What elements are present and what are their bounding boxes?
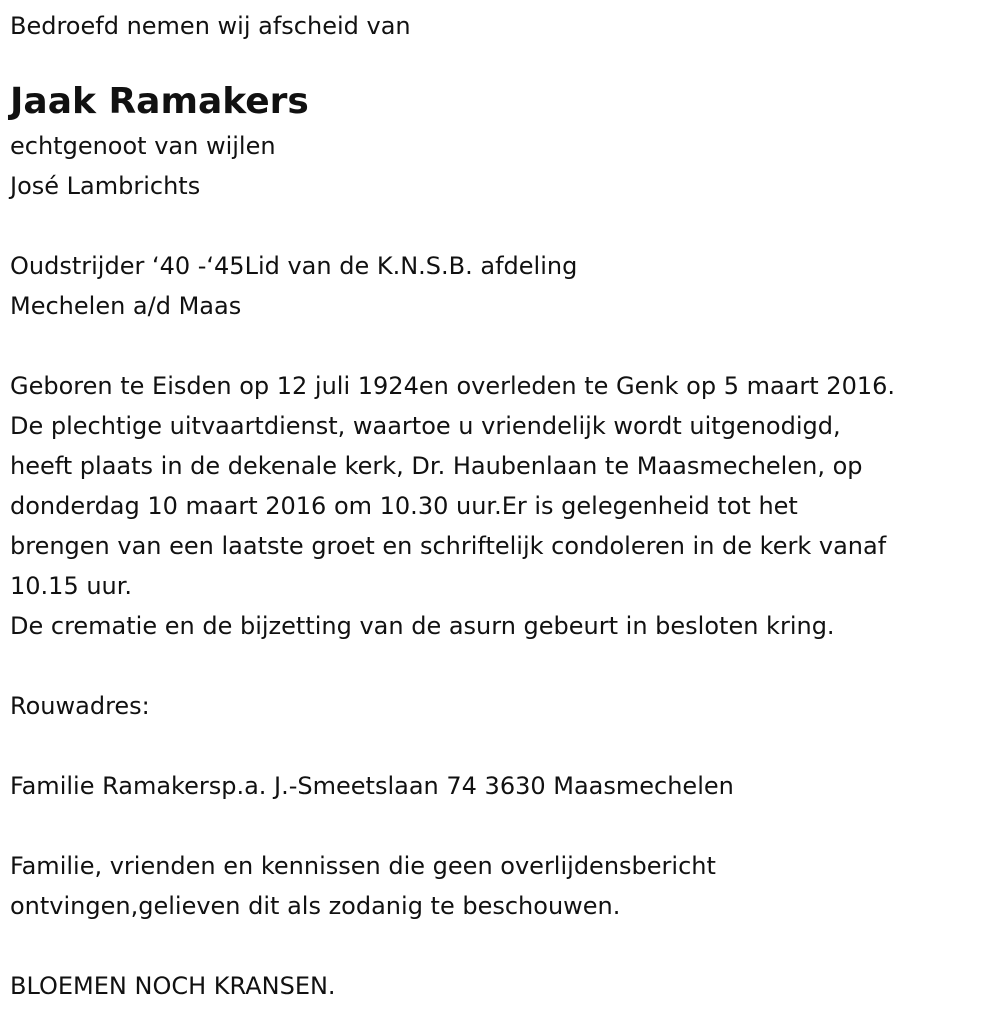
- spacer: [10, 926, 990, 966]
- details-line: donderdag 10 maart 2016 om 10.30 uur.Er is gelegenheid tot het: [10, 492, 798, 520]
- details-line: 10.15 uur.: [10, 572, 133, 600]
- spouse-line-2: José Lambrichts: [10, 172, 201, 200]
- spacer: [10, 206, 990, 246]
- details-line: Geboren te Eisden op 12 juli 1924en overleden te Genk op 5 maart 2016.: [10, 372, 895, 400]
- notice-line-1: Familie, vrienden en kennissen die geen overlijdensbericht: [10, 852, 716, 880]
- deceased-name: Jaak Ramakers: [10, 81, 309, 122]
- address-label: Rouwadres:: [10, 692, 150, 720]
- spacer: [10, 646, 990, 686]
- details-line: De plechtige uitvaartdienst, waartoe u vriendelijk wordt uitgenodigd,: [10, 412, 841, 440]
- closing-line: BLOEMEN NOCH KRANSEN.: [10, 972, 336, 1000]
- spacer: [10, 726, 990, 766]
- intro-line: Bedroefd nemen wij afscheid van: [10, 12, 411, 40]
- details-line: De crematie en de bijzetting van de asurn gebeurt in besloten kring.: [10, 612, 835, 640]
- spacer: [10, 46, 990, 78]
- affiliation-line-2: Mechelen a/d Maas: [10, 292, 242, 320]
- spouse-line-1: echtgenoot van wijlen: [10, 132, 276, 160]
- spacer: [10, 326, 990, 366]
- details-line: heeft plaats in de dekenale kerk, Dr. Haubenlaan te Maasmechelen, op: [10, 452, 863, 480]
- spacer: [10, 806, 990, 846]
- affiliation-line-1: Oudstrijder ‘40 -‘45Lid van de K.N.S.B. afdeling: [10, 252, 578, 280]
- details-line: brengen van een laatste groet en schriftelijk condoleren in de kerk vanaf: [10, 532, 887, 560]
- address-line: Familie Ramakersp.a. J.-Smeetslaan 74 3630 Maasmechelen: [10, 772, 734, 800]
- notice-line-2: ontvingen,gelieven dit als zodanig te beschouwen.: [10, 892, 621, 920]
